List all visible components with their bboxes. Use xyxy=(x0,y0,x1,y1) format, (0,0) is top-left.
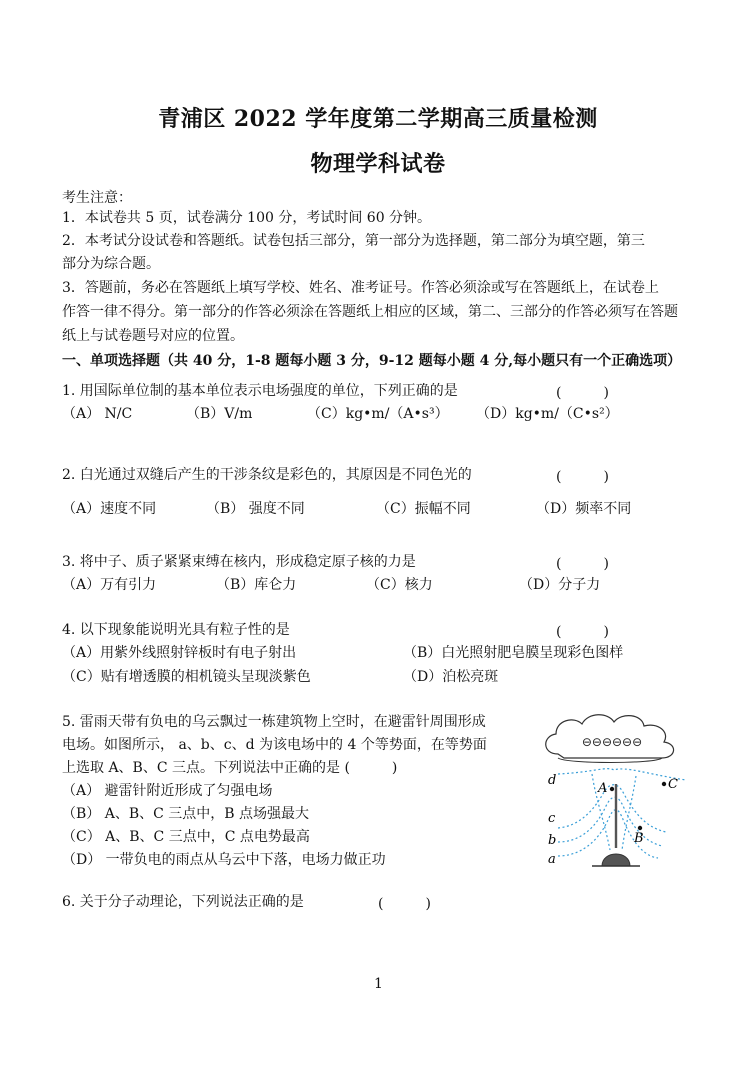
q4-option-d: （D）泊松亮斑 xyxy=(403,669,499,685)
q2-option-c: （C）振幅不同 xyxy=(376,501,471,517)
subject-title: 物理学科试卷 xyxy=(310,151,446,177)
q2-option-a: （A）速度不同 xyxy=(62,501,157,517)
notice-line-3c: 纸上与试卷题号对应的位置。 xyxy=(62,328,244,344)
q3-answer-blank[interactable]: ( ) xyxy=(556,556,609,572)
page-number: 1 xyxy=(374,976,383,992)
exam-title: 青浦区 2022 学年度第二学期高三质量检测 xyxy=(158,106,598,132)
point-b-label: B xyxy=(634,831,644,846)
equipotential-line-b xyxy=(558,797,662,846)
equipotential-line-c xyxy=(558,785,666,832)
q3-option-a: （A）万有引力 xyxy=(62,577,157,593)
q6-stem: 6. 关于分子动理论，下列说法正确的是 xyxy=(62,894,304,910)
q1-option-c: （C）kg•m/（A•s³） xyxy=(307,406,449,422)
q3-stem: 3. 将中子、质子紧紧束缚在核内，形成稳定原子核的力是 xyxy=(62,554,416,570)
notice-line-2a: 2．本考试分设试卷和答题纸。试卷包括三部分，第一部分为选择题，第二部分为填空题，第三 xyxy=(62,233,645,249)
q4-stem: 4. 以下现象能说明光具有粒子性的是 xyxy=(62,622,290,638)
q5-option-c: （C） A、B、C 三点中，C 点电势最高 xyxy=(62,829,310,845)
notice-line-3a: 3．答题前，务必在答题纸上填写学校、姓名、准考证号。作答必须涂或写在答题纸上，在试卷上 xyxy=(62,280,659,296)
q5-option-a: （A） 避雷针附近形成了匀强电场 xyxy=(62,783,273,799)
q1-stem: 1. 用国际单位制的基本单位表示电场强度的单位，下列正确的是 xyxy=(62,383,458,399)
q2-option-b: （B） 强度不同 xyxy=(206,501,305,517)
label-b: b xyxy=(548,833,557,848)
q4-option-a: （A）用紫外线照射锌板时有电子射出 xyxy=(62,645,297,661)
lightning-rod xyxy=(592,784,640,866)
lightning-rod-figure xyxy=(536,710,692,870)
label-c: c xyxy=(548,811,556,826)
q5-stem-line-1: 5. 雷雨天带有负电的乌云飘过一栋建筑物上空时，在避雷针周围形成 xyxy=(62,714,486,730)
q1-option-b: （B）V/m xyxy=(186,406,253,422)
notice-line-2b: 部分为综合题。 xyxy=(62,256,160,272)
q2-option-d: （D）频率不同 xyxy=(536,501,632,517)
q3-option-d: （D）分子力 xyxy=(519,577,601,593)
point-a-label: A xyxy=(598,781,608,796)
q4-option-c: （C）贴有增透膜的相机镜头呈现淡紫色 xyxy=(62,669,311,685)
q4-option-b: （B）白光照射肥皂膜呈现彩色图样 xyxy=(403,645,624,661)
notice-line-3b: 作答一律不得分。第一部分的作答必须涂在答题纸上相应的区域，第二、三部分的作答必须写在答题 xyxy=(62,304,678,320)
q5-stem-line-2: 电场。如图所示， a、b、c、d 为该电场中的 4 个等势面，在等势面 xyxy=(62,737,487,753)
q6-answer-blank[interactable]: ( ) xyxy=(378,896,431,912)
q5-stem-line-3: 上选取 A、B、C 三点。下列说法中正确的是 ( ) xyxy=(62,760,398,776)
q1-option-d: （D）kg•m/（C•s²） xyxy=(476,406,619,422)
cloud-charges: ⊖⊖⊖⊖⊖⊖ xyxy=(581,735,643,749)
point-c-label: C xyxy=(668,777,678,792)
notice-heading: 考生注意： xyxy=(62,190,132,206)
label-a: a xyxy=(548,852,556,867)
q5-option-b: （B） A、B、C 三点中，B 点场强最大 xyxy=(62,806,310,822)
q5-option-d: （D） 一带负电的雨点从乌云中下落，电场力做正功 xyxy=(62,852,386,868)
q1-option-a: （A） N/C xyxy=(62,406,133,422)
section-heading: 一、单项选择题（共 40 分，1-8 题每小题 3 分，9-12 题每小题 4 分,每小题只有一个正确选项） xyxy=(62,353,682,369)
label-d: d xyxy=(548,773,557,788)
point-b-dot xyxy=(638,826,642,830)
q2-answer-blank[interactable]: ( ) xyxy=(556,469,609,485)
q2-stem: 2. 白光通过双缝后产生的干涉条纹是彩色的，其原因是不同色光的 xyxy=(62,467,472,483)
q4-answer-blank[interactable]: ( ) xyxy=(556,624,609,640)
point-c-dot xyxy=(662,782,666,786)
point-a-dot xyxy=(610,787,614,791)
q3-option-b: （B）库仑力 xyxy=(216,577,297,593)
equipotential-line-d xyxy=(558,769,686,780)
q3-option-c: （C）核力 xyxy=(366,577,433,593)
notice-line-1: 1．本试卷共 5 页，试卷满分 100 分，考试时间 60 分钟。 xyxy=(62,210,432,226)
q1-answer-blank[interactable]: ( ) xyxy=(556,385,609,401)
